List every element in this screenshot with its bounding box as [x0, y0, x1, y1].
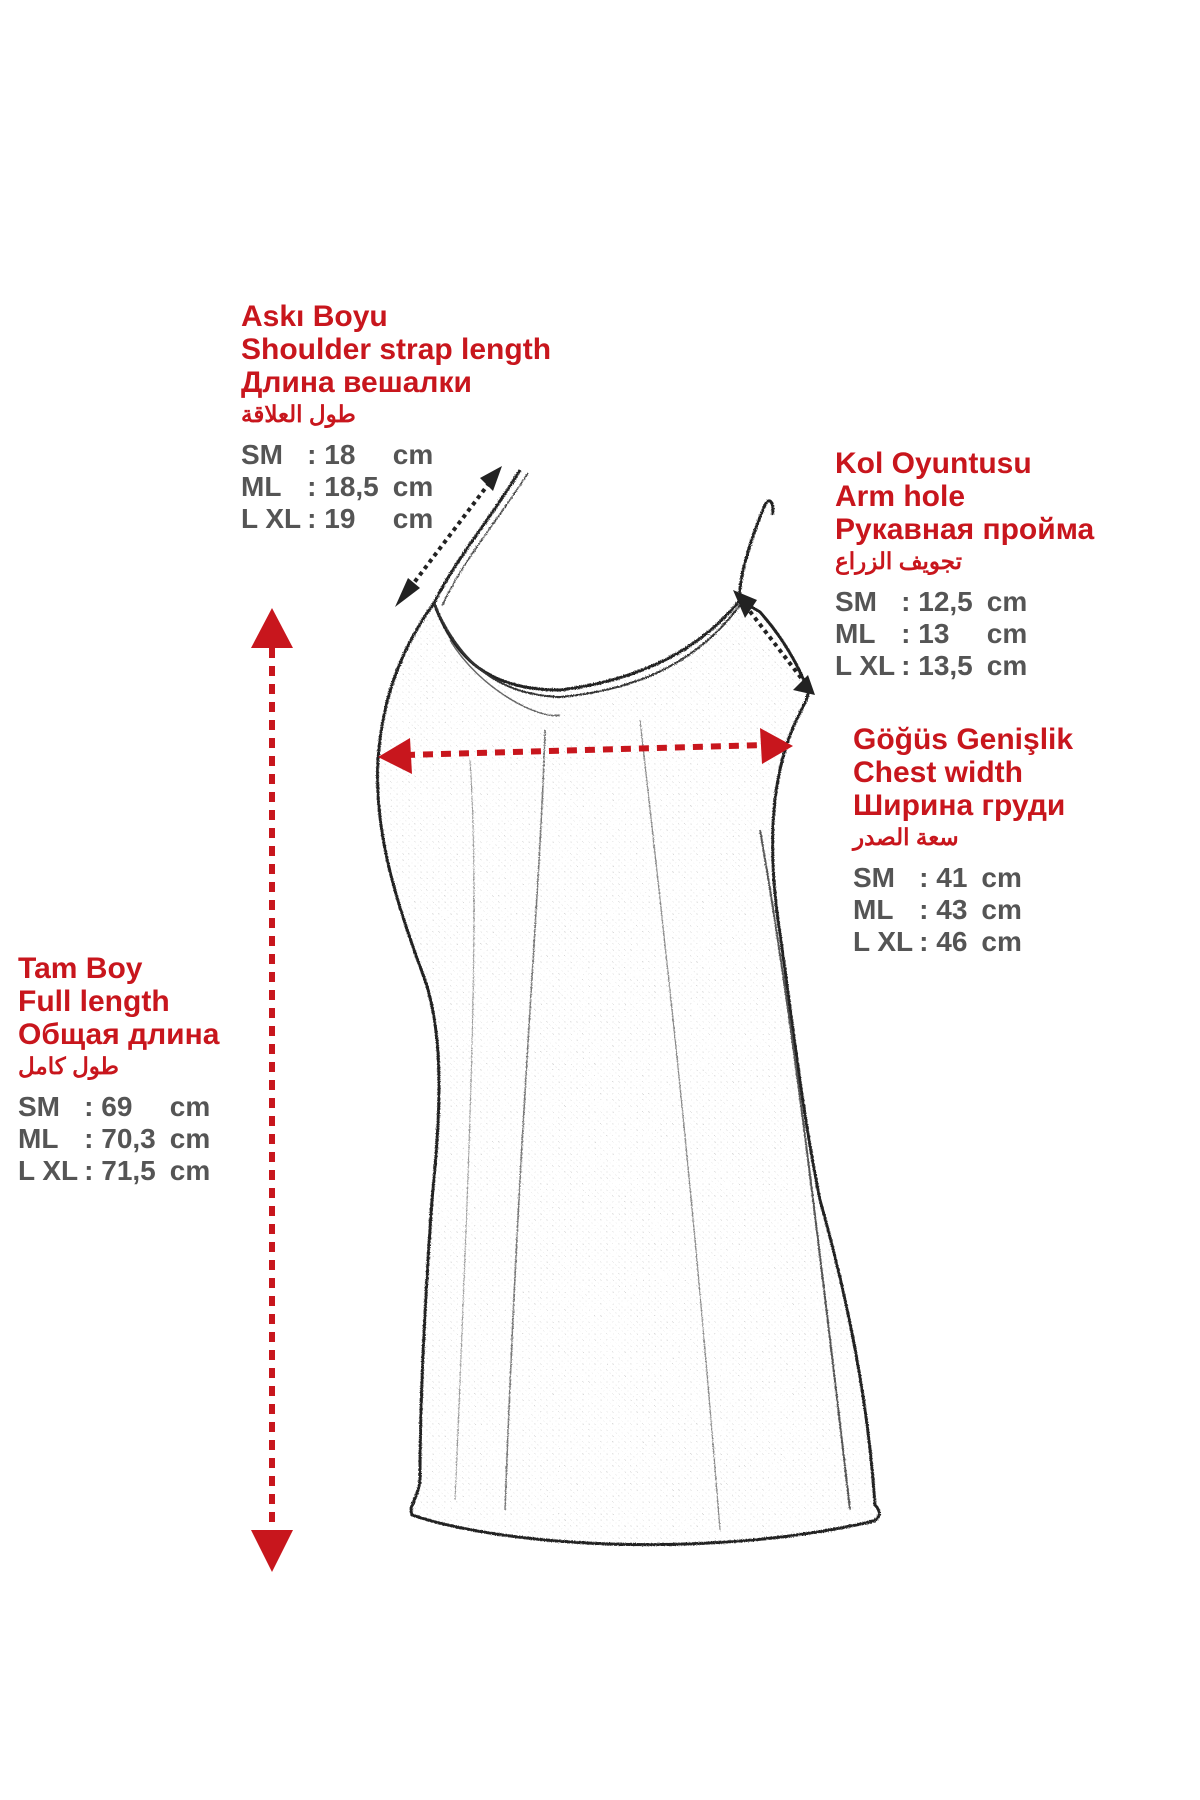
size-unit: cm: [392, 503, 434, 534]
shoulder-strap-title-ar: طول العلاقة: [241, 401, 356, 427]
size-label: ML: [241, 471, 282, 502]
measurement-row: [853, 894, 1022, 926]
chest-width-title-ar: سعة الصدر: [853, 824, 959, 850]
size-unit: cm: [169, 1155, 211, 1186]
size-label: ML: [853, 894, 894, 925]
measurement-row: [18, 1123, 210, 1155]
size-unit: cm: [986, 618, 1028, 649]
measurement-row: [835, 650, 1027, 682]
size-value: : 13,5: [901, 650, 973, 681]
size-value: : 46: [919, 926, 968, 957]
shoulder-strap-title-tr: Askı Boyu: [241, 300, 388, 333]
chest-width-measurements: [853, 862, 1022, 958]
chest-width-title-en: Chest width: [853, 756, 1023, 789]
arm-hole-title-ar: تجويف الزراع: [835, 548, 963, 574]
size-unit: cm: [392, 471, 434, 502]
shoulder-strap-annotation: [241, 300, 551, 535]
measurement-row: [18, 1155, 210, 1187]
size-value: : 43: [919, 894, 968, 925]
shoulder-strap-measurements: [241, 439, 433, 535]
size-label: L XL: [835, 650, 896, 681]
measurement-row: [835, 586, 1027, 618]
arm-hole-annotation: [835, 447, 1094, 682]
size-label: SM: [18, 1091, 60, 1122]
size-label: SM: [853, 862, 895, 893]
measurement-row: [853, 926, 1022, 958]
full-length-title-en: Full length: [18, 985, 170, 1018]
size-value: : 71,5: [84, 1155, 156, 1186]
chest-width-title-ru: Ширина груди: [853, 789, 1066, 822]
shoulder-strap-title-en: Shoulder strap length: [241, 333, 552, 366]
size-label: ML: [835, 618, 876, 649]
size-value: : 70,3: [84, 1123, 156, 1154]
measurement-row: [835, 618, 1027, 650]
full-length-title-ru: Общая длина: [18, 1018, 220, 1051]
full-length-title-tr: Tam Boy: [18, 952, 143, 985]
size-label: ML: [18, 1123, 59, 1154]
size-unit: cm: [169, 1123, 211, 1154]
size-label: L XL: [241, 503, 302, 534]
full-length-title-ar: طول كامل: [18, 1053, 119, 1079]
size-unit: cm: [986, 650, 1028, 681]
size-unit: cm: [392, 439, 434, 470]
measurement-row: [241, 471, 433, 503]
arm-hole-title-ru: Рукавная пройма: [835, 513, 1095, 546]
size-label: L XL: [853, 926, 914, 957]
arm-hole-title-en: Arm hole: [835, 480, 966, 513]
size-value: : 18,5: [307, 471, 379, 502]
measurement-row: [18, 1091, 210, 1123]
shoulder-strap-title-ru: Длина вешалки: [241, 366, 472, 399]
measurement-row: [241, 503, 433, 535]
full-length-measurements: [18, 1091, 210, 1187]
size-value: : 41: [919, 862, 968, 893]
measurement-row: [241, 439, 433, 471]
dress-outline: [378, 470, 880, 1545]
size-unit: cm: [981, 926, 1022, 957]
chest-width-annotation: [853, 723, 1073, 958]
size-unit: cm: [981, 862, 1022, 893]
size-label: L XL: [18, 1155, 79, 1186]
arm-hole-title-tr: Kol Oyuntusu: [835, 447, 1032, 480]
size-unit: cm: [986, 586, 1028, 617]
size-value: : 12,5: [901, 586, 973, 617]
size-unit: cm: [981, 894, 1022, 925]
size-label: SM: [835, 586, 877, 617]
measurement-row: [853, 862, 1022, 894]
size-value: : 13: [901, 618, 950, 649]
full-length-arrow: [251, 608, 293, 1572]
full-length-annotation: [18, 952, 219, 1187]
size-label: SM: [241, 439, 283, 470]
arm-hole-measurements: [835, 586, 1027, 682]
chest-width-title-tr: Göğüs Genişlik: [853, 723, 1074, 756]
size-value: : 69: [84, 1091, 133, 1122]
size-value: : 19: [307, 503, 356, 534]
size-value: : 18: [307, 439, 356, 470]
size-unit: cm: [169, 1091, 211, 1122]
